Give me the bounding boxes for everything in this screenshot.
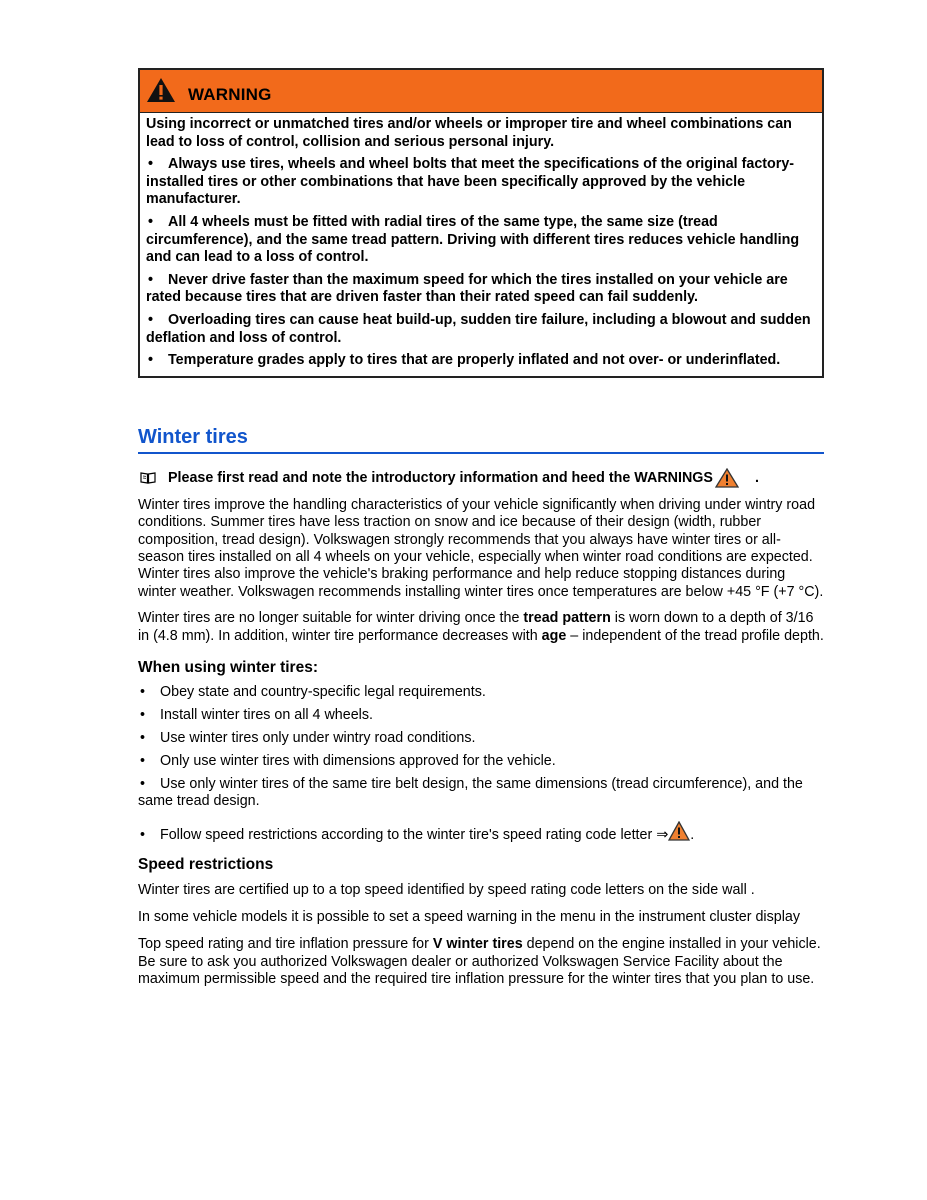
- paragraph-v-tires: Top speed rating and tire inflation pressure for V winter tires depend on the engine installed in your vehicle. Be sure to ask you authorized Volkswagen dealer or authorized Volkswagen Service Facility about the maximum permissible speed and the required tire inflation pressure for the winter tires that you plan to use.: [138, 936, 821, 988]
- list-item: •Install winter tires on all 4 wheels.: [138, 707, 824, 724]
- list-item: •Obey state and country-specific legal requirements.: [138, 684, 824, 701]
- list-item: •Only use winter tires with dimensions approved for the vehicle.: [138, 753, 824, 770]
- list-item: •Follow speed restrictions according to the winter tire's speed rating code letter ⇒ .: [138, 821, 824, 844]
- speed-heading: Speed restrictions: [138, 856, 274, 874]
- warning-item: •Temperature grades apply to tires that are properly inflated and not over- or underinflated.: [146, 352, 816, 370]
- paragraph-tread: Winter tires are no longer suitable for winter driving once the tread pattern is worn down to a depth of 3/16 in (4.8 mm). In addition, winter tire performance decreases with age – independent of the tread profile depth.: [138, 610, 824, 644]
- list-item: •Use only winter tires of the same tire belt design, the same dimensions (tread circumference), and the same tread design.: [138, 776, 824, 811]
- paragraph-speed-warning: In some vehicle models it is possible to set a speed warning in the menu in the instrument cluster display: [138, 909, 800, 926]
- warning-item: •Always use tires, wheels and wheel bolts that meet the specifications of the original factory-installed tires or other combinations that have been specifically approved by the vehicle manufacturer.: [146, 156, 816, 209]
- using-list: [138, 684, 824, 844]
- warning-triangle-icon[interactable]: [715, 468, 739, 488]
- warning-item: •Overloading tires can cause heat build-up, sudden tire failure, including a blowout and sudden deflation and loss of control.: [146, 312, 816, 347]
- list-item: •Use winter tires only under wintry road conditions.: [138, 730, 824, 747]
- paragraph-speed-certified: Winter tires are certified up to a top speed identified by speed rating code letters on the side wall .: [138, 881, 755, 898]
- paragraph-intro: Winter tires improve the handling characteristics of your vehicle significantly when driving under wintry road conditions. Summer tires have less traction on snow and ice because of their design (width, rubber composition, tread design). Volkswagen strongly recommends that you always have winter tires or all-season tires installed on all 4 wheels on your vehicle, especially when winter road conditions are expected. Winter tires also improve the vehicle's braking performance and help reduce stopping distances during winter weather. Volkswagen recommends installing winter tires once temperatures are below +45 °F (+7 °C).: [138, 496, 824, 600]
- warning-item: •All 4 wheels must be fitted with radial tires of the same type, the same size (tread circumference), and the same tread pattern. Driving with different tires reduces vehicle handling and can lead to a loss of control.: [146, 214, 816, 267]
- using-heading: When using winter tires:: [138, 658, 318, 676]
- section-body: [138, 497, 824, 989]
- intro-note-end: .: [754, 469, 759, 486]
- book-icon: [140, 472, 156, 484]
- warning-box: [138, 68, 824, 378]
- warning-list: [146, 156, 816, 370]
- warning-item: •Never drive faster than the maximum speed for which the tires installed on your vehicle are rated because tires that are driven faster than their rated speed can fail suddenly.: [146, 272, 816, 307]
- warning-body: [140, 113, 822, 376]
- warning-triangle-icon: [146, 77, 176, 103]
- intro-note-text: Please first read and note the introductory information and heed the WARNINGS: [168, 469, 713, 486]
- warning-header: [140, 70, 822, 113]
- intro-note: [138, 468, 824, 488]
- warning-intro: Using incorrect or unmatched tires and/or wheels or improper tire and wheel combinations can lead to loss of control, collision and serious personal injury.: [146, 116, 792, 150]
- document-page: [138, 68, 824, 989]
- warning-triangle-icon[interactable]: [668, 821, 690, 841]
- warning-title: WARNING: [188, 85, 272, 104]
- section-title: Winter tires: [138, 426, 824, 454]
